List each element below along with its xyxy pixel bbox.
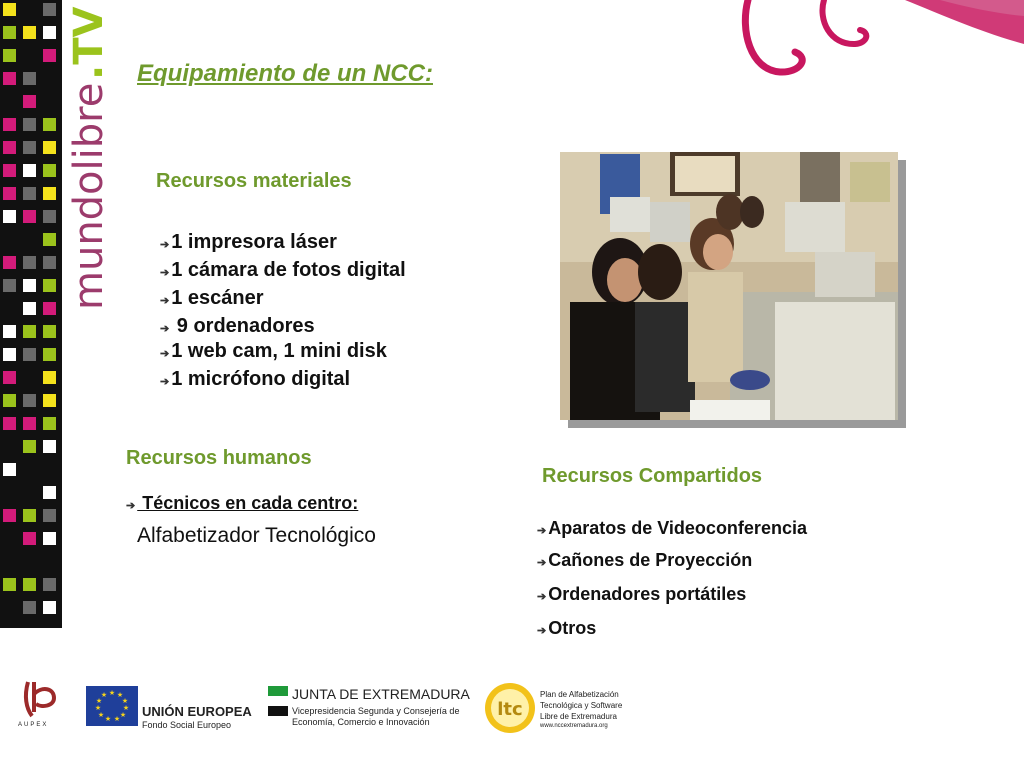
list-item: ➔ Aparatos de Videoconferencia <box>537 518 807 538</box>
mosaic-tile <box>3 463 16 476</box>
mosaic-tile <box>43 348 56 361</box>
eu-subtitle: Fondo Social Europeo <box>142 720 232 730</box>
mosaic-tile <box>43 578 56 591</box>
mosaic-tile <box>43 141 56 154</box>
brand-logo-tv: .TV <box>66 6 112 80</box>
mosaic-tile <box>43 601 56 614</box>
junta-line2: Economía, Comercio e Innovación <box>292 717 430 727</box>
svg-text:★: ★ <box>121 697 129 705</box>
mosaic-tile <box>3 417 16 430</box>
classroom-photo <box>560 152 898 420</box>
aupex-label: AUPEX <box>18 722 49 728</box>
arrow-icon: ➔ <box>160 267 170 279</box>
plan-url: www.nccextremadura.org <box>540 723 608 729</box>
plan-line1: Plan de Alfabetización <box>540 690 619 699</box>
mosaic-tile <box>43 302 56 315</box>
plan-line3: Libre de Extremadura <box>540 712 617 721</box>
footer-logos <box>0 672 1024 742</box>
mosaic-tile <box>23 578 36 591</box>
mosaic-tile <box>3 509 16 522</box>
mosaic-tile <box>23 95 36 108</box>
svg-text:★: ★ <box>122 704 130 712</box>
svg-text:★: ★ <box>116 691 124 699</box>
mosaic-tile <box>23 509 36 522</box>
mosaic-tile <box>23 210 36 223</box>
mosaic-tile <box>23 348 36 361</box>
materiales-heading: Recursos materiales <box>156 170 352 192</box>
list-item: ➔ Ordenadores portátiles <box>537 584 747 604</box>
mosaic-tile <box>3 141 16 154</box>
mosaic-tile <box>43 210 56 223</box>
mosaic-tile <box>23 302 36 315</box>
mosaic-tile <box>23 279 36 292</box>
svg-text:ltc: ltc <box>497 699 523 720</box>
mosaic-tile <box>23 256 36 269</box>
mosaic-tile <box>23 72 36 85</box>
list-item: ➔ 9 ordenadores <box>160 315 315 337</box>
mosaic-tile <box>43 187 56 200</box>
eu-flag-icon <box>86 686 138 726</box>
svg-text:★: ★ <box>113 715 121 723</box>
arrow-icon: ➔ <box>160 239 170 251</box>
arrow-icon: ➔ <box>537 625 547 637</box>
humanos-role: Alfabetizador Tecnológico <box>137 524 376 547</box>
mosaic-tile <box>43 509 56 522</box>
mosaic-tile <box>3 3 16 16</box>
mosaic-tile <box>3 256 16 269</box>
mosaic-tile <box>43 256 56 269</box>
mosaic-tile <box>3 578 16 591</box>
svg-text:★: ★ <box>100 691 108 699</box>
mosaic-tile <box>3 164 16 177</box>
mosaic-tile <box>43 325 56 338</box>
mosaic-tile <box>3 325 16 338</box>
mosaic-tile <box>3 49 16 62</box>
mosaic-tile <box>3 394 16 407</box>
mosaic-tile <box>3 72 16 85</box>
mosaic-tile <box>43 26 56 39</box>
list-item: ➔ 1 micrófono digital <box>160 368 351 390</box>
mosaic-tile <box>43 440 56 453</box>
compartidos-heading: Recursos Compartidos <box>542 465 763 487</box>
arrow-icon: ➔ <box>126 500 136 512</box>
arrow-icon: ➔ <box>160 323 170 335</box>
humanos-subheading: ➔ Técnicos en cada centro: <box>126 493 359 513</box>
mosaic-tile <box>23 187 36 200</box>
mosaic-tile <box>43 164 56 177</box>
list-item: ➔ Cañones de Proyección <box>537 550 753 570</box>
list-item: ➔ Otros <box>537 618 597 638</box>
svg-text:★: ★ <box>108 689 116 697</box>
list-item: ➔ 1 impresora láser <box>160 231 337 253</box>
mosaic-tile <box>23 26 36 39</box>
mosaic-tile <box>43 49 56 62</box>
mosaic-tile <box>23 601 36 614</box>
mosaic-tile <box>43 417 56 430</box>
list-item: ➔ 1 cámara de fotos digital <box>160 259 406 281</box>
mosaic-tile <box>23 118 36 131</box>
junta-flag-icon <box>268 686 288 718</box>
brand-logo <box>66 6 112 310</box>
mosaic-tile <box>23 394 36 407</box>
eu-title: UNIÓN EUROPEA <box>142 704 252 719</box>
arrow-icon: ➔ <box>537 525 547 537</box>
mosaic-tile <box>3 26 16 39</box>
list-item: ➔ 1 escáner <box>160 287 264 309</box>
mosaic-tile <box>3 118 16 131</box>
list-item: ➔ 1 web cam, 1 mini disk <box>160 340 387 362</box>
mosaic-tile <box>23 141 36 154</box>
humanos-heading: Recursos humanos <box>126 447 312 469</box>
mosaic-tile <box>3 279 16 292</box>
mosaic-tile <box>3 210 16 223</box>
svg-text:★: ★ <box>119 711 127 719</box>
mosaic-tile <box>3 371 16 384</box>
swirl-decoration <box>700 0 1024 90</box>
mosaic-tile <box>43 118 56 131</box>
arrow-icon: ➔ <box>537 591 547 603</box>
mosaic-tile <box>23 417 36 430</box>
arrow-icon: ➔ <box>160 295 170 307</box>
plan-logo-icon <box>484 682 536 734</box>
aupex-logo <box>20 678 62 722</box>
mosaic-tile <box>23 325 36 338</box>
decorative-mosaic <box>0 0 62 628</box>
svg-text:★: ★ <box>104 715 112 723</box>
arrow-icon: ➔ <box>160 348 170 360</box>
mosaic-tile <box>43 532 56 545</box>
mosaic-tile <box>3 348 16 361</box>
arrow-icon: ➔ <box>160 376 170 388</box>
arrow-icon: ➔ <box>537 557 547 569</box>
mosaic-tile <box>23 440 36 453</box>
mosaic-tile <box>3 187 16 200</box>
mosaic-tile <box>43 371 56 384</box>
junta-title: JUNTA DE EXTREMADURA <box>292 686 470 702</box>
mosaic-tile <box>23 164 36 177</box>
mosaic-tile <box>23 532 36 545</box>
mosaic-tile <box>43 279 56 292</box>
brand-logo-word: mundolibre <box>66 82 112 310</box>
page-title: Equipamiento de un NCC: <box>137 60 433 87</box>
mosaic-tile <box>43 3 56 16</box>
mosaic-tile <box>43 233 56 246</box>
plan-line2: Tecnológica y Software <box>540 701 623 710</box>
svg-text:★: ★ <box>94 704 102 712</box>
svg-text:★: ★ <box>95 697 103 705</box>
mosaic-tile <box>43 486 56 499</box>
svg-text:★: ★ <box>97 711 105 719</box>
junta-line1: Vicepresidencia Segunda y Consejería de <box>292 706 460 716</box>
mosaic-tile <box>43 394 56 407</box>
